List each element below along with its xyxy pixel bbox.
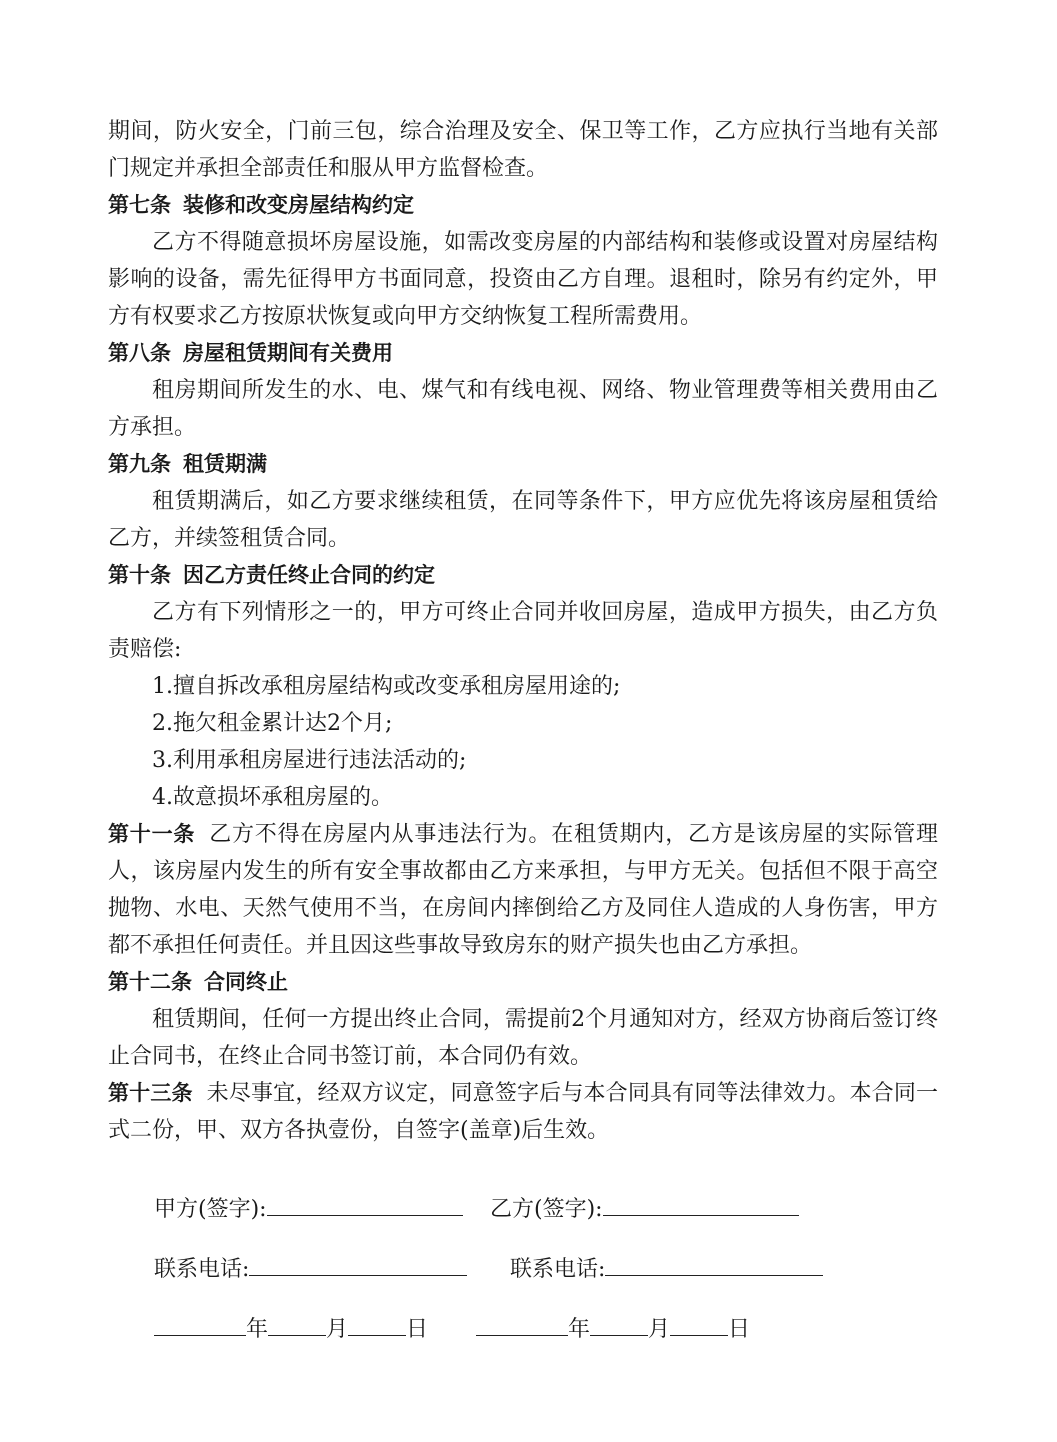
article-10-title: 第十条 bbox=[108, 563, 171, 587]
party-a-month-label: 月 bbox=[326, 1317, 349, 1342]
article-12-title: 第十二条 bbox=[108, 970, 192, 994]
intro-paragraph: 期间，防火安全，门前三包，综合治理及安全、保卫等工作，乙方应执行当地有关部门规定并承担全部责任和服从甲方监督检查。 bbox=[108, 119, 938, 181]
article-7-subtitle: 装修和改变房屋结构约定 bbox=[183, 193, 414, 217]
party-b-month-label: 月 bbox=[648, 1317, 671, 1342]
party-a-phone-label: 联系电话: bbox=[154, 1257, 250, 1282]
article-9-heading bbox=[108, 446, 938, 483]
article-10-item-2: 2.拖欠租金累计达2个月; bbox=[152, 711, 393, 736]
signature-row bbox=[154, 1192, 603, 1223]
party-b-month-line[interactable] bbox=[590, 1313, 648, 1336]
party-b-day-label: 日 bbox=[728, 1317, 751, 1342]
party-b-year-label: 年 bbox=[568, 1317, 591, 1342]
article-8-subtitle: 房屋租赁期间有关费用 bbox=[183, 341, 393, 365]
article-13-title: 第十三条 bbox=[108, 1081, 193, 1105]
article-12-heading bbox=[108, 964, 938, 1001]
phone-row bbox=[154, 1252, 606, 1283]
party-a-year-line[interactable] bbox=[154, 1313, 246, 1336]
article-7-title: 第七条 bbox=[108, 193, 171, 217]
party-b-year-line[interactable] bbox=[476, 1313, 568, 1336]
article-8-body: 租房期间所发生的水、电、煤气和有线电视、网络、物业管理费等相关费用由乙方承担。 bbox=[108, 378, 938, 440]
party-a-sign-label: 甲方(签字): bbox=[154, 1197, 267, 1222]
article-11 bbox=[108, 816, 938, 964]
party-a-day-line[interactable] bbox=[348, 1313, 406, 1336]
article-13 bbox=[108, 1075, 938, 1149]
article-9-body: 租赁期满后，如乙方要求继续租赁，在同等条件下，甲方应优先将该房屋租赁给乙方，并续签租赁合同。 bbox=[108, 489, 938, 551]
article-10-body: 乙方有下列情形之一的，甲方可终止合同并收回房屋，造成甲方损失，由乙方负责赔偿: bbox=[108, 600, 938, 662]
article-10-item-3: 3.利用承租房屋进行违法活动的; bbox=[152, 748, 467, 773]
party-a-year-label: 年 bbox=[246, 1317, 269, 1342]
article-9-subtitle: 租赁期满 bbox=[183, 452, 267, 476]
article-8-heading bbox=[108, 335, 938, 372]
article-7-heading bbox=[108, 187, 938, 224]
party-b-phone-line[interactable] bbox=[605, 1253, 823, 1276]
party-a-phone-line[interactable] bbox=[249, 1253, 467, 1276]
article-10-item-1: 1.擅自拆改承租房屋结构或改变承租房屋用途的; bbox=[152, 674, 621, 699]
article-9-title: 第九条 bbox=[108, 452, 171, 476]
party-b-sign-label: 乙方(签字): bbox=[490, 1197, 603, 1222]
article-7-body: 乙方不得随意损坏房屋设施，如需改变房屋的内部结构和装修或设置对房屋结构影响的设备，需先征得甲方书面同意，投资由乙方自理。退租时，除另有约定外，甲方有权要求乙方按原状恢复或向甲方交纳恢复工程所需费用。 bbox=[108, 230, 938, 329]
article-13-body: 未尽事宜，经双方议定，同意签字后与本合同具有同等法律效力。本合同一式二份，甲、双方各执壹份，自签字(盖章)后生效。 bbox=[108, 1081, 938, 1143]
article-11-body: 乙方不得在房屋内从事违法行为。在租赁期内，乙方是该房屋的实际管理人，该房屋内发生的所有安全事故都由乙方来承担，与甲方无关。包括但不限于高空抛物、水电、天然气使用不当，在房间内摔倒给乙方及同住人造成的人身伤害，甲方都不承担任何责任。并且因这些事故导致房东的财产损失也由乙方承担。 bbox=[108, 822, 938, 958]
party-a-sign-line[interactable] bbox=[267, 1193, 463, 1216]
contract-page bbox=[108, 113, 938, 1149]
article-10-subtitle: 因乙方责任终止合同的约定 bbox=[183, 563, 435, 587]
date-row bbox=[154, 1312, 751, 1343]
party-b-phone-label: 联系电话: bbox=[510, 1257, 606, 1282]
party-b-day-line[interactable] bbox=[670, 1313, 728, 1336]
article-11-title: 第十一条 bbox=[108, 822, 196, 846]
party-a-day-label: 日 bbox=[406, 1317, 429, 1342]
article-8-title: 第八条 bbox=[108, 341, 171, 365]
article-10-item-4: 4.故意损坏承租房屋的。 bbox=[152, 785, 393, 810]
party-b-sign-line[interactable] bbox=[603, 1193, 799, 1216]
party-a-month-line[interactable] bbox=[268, 1313, 326, 1336]
article-10-heading bbox=[108, 557, 938, 594]
article-12-body: 租赁期间，任何一方提出终止合同，需提前2个月通知对方，经双方协商后签订终止合同书，在终止合同书签订前，本合同仍有效。 bbox=[108, 1007, 938, 1069]
article-12-subtitle: 合同终止 bbox=[204, 970, 288, 994]
